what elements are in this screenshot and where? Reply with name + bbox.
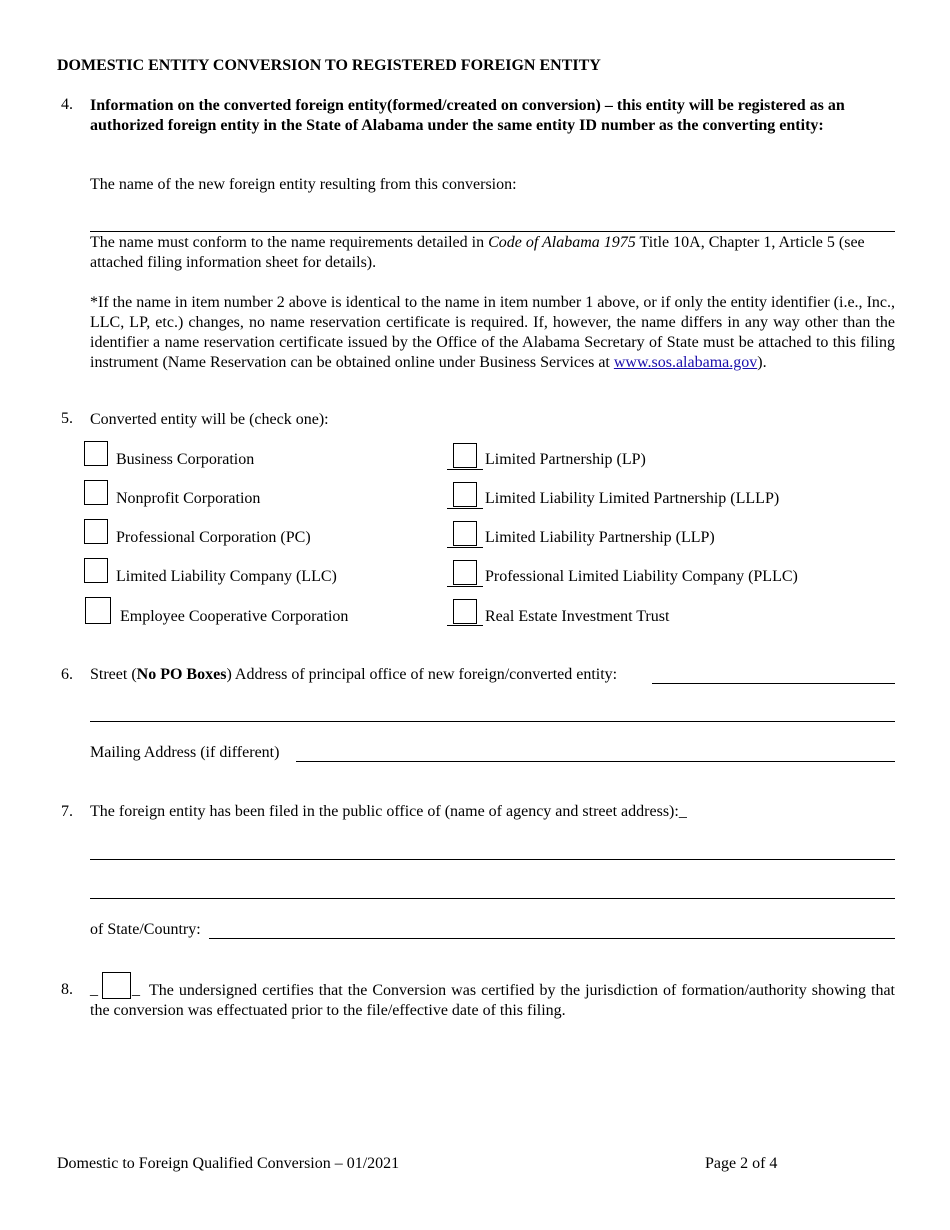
principal-office-label: Street (No PO Boxes) Address of principal office of new foreign/converted entity: <box>90 666 618 683</box>
option-label: Real Estate Investment Trust <box>485 608 670 625</box>
option-label: Professional Corporation (PC) <box>116 529 311 546</box>
entity-name-line <box>90 231 895 232</box>
public-office-line-2 <box>90 898 895 899</box>
checkbox-llp[interactable] <box>453 521 477 546</box>
checkbox-underline <box>447 625 483 626</box>
principal-office-field[interactable] <box>90 700 895 720</box>
item-5-number: 5. <box>61 410 73 427</box>
option-label: Limited Liability Limited Partnership (LLLP) <box>485 490 780 507</box>
mailing-address-line <box>296 761 895 762</box>
name-requirements-note: The name must conform to the name requirements detailed in Code of Alabama 1975 Title 10A, Chapter 1, Article 5 (see attached filing information sheet for details). <box>90 234 865 271</box>
principal-office-line-2 <box>90 721 895 722</box>
checkbox-underline <box>447 508 483 509</box>
checkbox-lllp[interactable] <box>453 482 477 507</box>
public-office-label: The foreign entity has been filed in the public office of (name of agency and street address):_ <box>90 803 687 820</box>
option-label: Limited Liability Partnership (LLP) <box>485 529 715 546</box>
item-7-number: 7. <box>61 803 73 820</box>
item-6-number: 6. <box>61 666 73 683</box>
checkbox-reit[interactable] <box>453 599 477 624</box>
checkbox-nonprofit-corporation[interactable] <box>84 480 108 505</box>
item-8-suffix: _ <box>132 981 140 998</box>
option-label: Limited Partnership (LP) <box>485 451 646 468</box>
mailing-address-label: Mailing Address (if different) <box>90 744 280 761</box>
option-label: Nonprofit Corporation <box>116 490 261 507</box>
checkbox-limited-partnership[interactable] <box>453 443 477 468</box>
public-office-line-1 <box>90 859 895 860</box>
option-label: Business Corporation <box>116 451 255 468</box>
option-label: Employee Cooperative Corporation <box>120 608 349 625</box>
public-office-field[interactable] <box>90 838 895 858</box>
item-8-number: 8. <box>61 981 73 998</box>
checkbox-pllc[interactable] <box>453 560 477 585</box>
option-label: Professional Limited Liability Company (PLLC) <box>485 568 798 585</box>
entity-name-prompt: The name of the new foreign entity resulting from this conversion: <box>90 176 517 193</box>
name-reservation-note: *If the name in item number 2 above is identical to the name in item number 1 above, or if only the entity identifier (i.e., Inc., LLC, LP, etc.) changes, no name reservation certificate is required. If, however, the name differs in any way other than the identifier a name reservation certificate issued by the Office of the Alabama Secretary of State must be attached to this filing instrument (Name Reservation can be obtained online under Business Services at www.sos.alabama.gov). <box>90 294 895 371</box>
item-4-heading: Information on the converted foreign entity(formed/created on conversion) – this entity will be registered as an authorized foreign entity in the State of Alabama under the same entity ID number as the converting entity: <box>90 97 845 134</box>
entity-name-field[interactable] <box>90 210 895 230</box>
state-country-label: of State/Country: <box>90 921 201 938</box>
footer-page-number: Page 2 of 4 <box>705 1155 778 1172</box>
checkbox-professional-corporation[interactable] <box>84 519 108 544</box>
checkbox-underline <box>447 586 483 587</box>
checkbox-llc[interactable] <box>84 558 108 583</box>
principal-office-line <box>652 683 895 684</box>
sos-website-link[interactable]: www.sos.alabama.gov <box>613 354 758 371</box>
entity-type-prompt: Converted entity will be (check one): <box>90 411 329 428</box>
checkbox-business-corporation[interactable] <box>84 441 108 466</box>
state-country-line <box>209 938 895 939</box>
form-title: DOMESTIC ENTITY CONVERSION TO REGISTERED FOREIGN ENTITY <box>57 57 601 74</box>
item-4-number: 4. <box>61 96 73 113</box>
checkbox-underline <box>447 547 483 548</box>
item-8-prefix: _ <box>90 981 98 998</box>
checkbox-underline <box>447 469 483 470</box>
footer-form-name: Domestic to Foreign Qualified Conversion – 01/2021 <box>57 1155 400 1172</box>
state-country-field[interactable] <box>209 918 895 938</box>
checkbox-employee-cooperative[interactable] <box>85 597 111 624</box>
option-label: Limited Liability Company (LLC) <box>116 568 337 585</box>
mailing-address-field[interactable] <box>296 742 895 762</box>
certification-text: The undersigned certifies that the Conversion was certified by the jurisdiction of formation/authority showing that the conversion was effectuated prior to the file/effective date of this filing. <box>90 982 895 1019</box>
